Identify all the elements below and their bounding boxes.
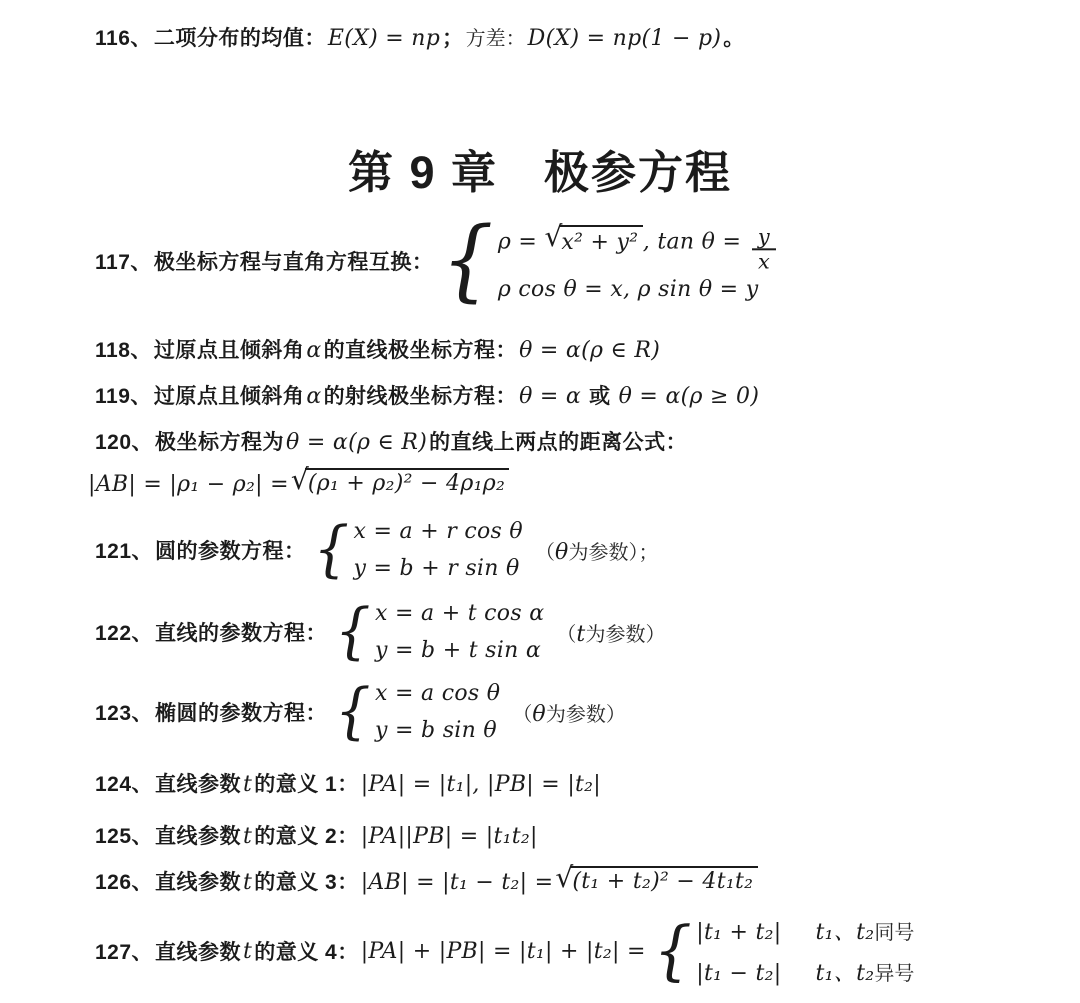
- case-condition: t₁、t₂同号: [815, 920, 915, 945]
- math-symbol: t: [243, 824, 253, 849]
- equation-row: x = a + t cos α: [374, 601, 545, 626]
- math-expression: ρ =: [497, 229, 545, 255]
- parameter-note: （θ为参数）: [512, 701, 626, 727]
- math-expression: θ = α(ρ ∈ R): [286, 430, 428, 455]
- item-number: 122、: [95, 622, 154, 645]
- item-number: 125、: [95, 825, 154, 848]
- item-label: 的意义 3：: [254, 871, 359, 894]
- formula-item-120-equation: [88, 463, 509, 497]
- equation-row: y = b + t sin α: [374, 637, 542, 663]
- item-label: 的直线上两点的距离公式：: [429, 431, 688, 454]
- item-label: 的直线极坐标方程：: [323, 339, 518, 362]
- item-label: 圆的参数方程：: [155, 540, 306, 563]
- item-sublabel: 方差：: [465, 26, 526, 50]
- item-number: 126、: [95, 871, 154, 894]
- item-label: 过原点且倾斜角: [153, 339, 305, 362]
- equation-row: y = b sin θ: [374, 717, 497, 743]
- sqrt-expression: √ (ρ₁ + ρ₂)² − 4ρ₁ρ₂: [291, 468, 510, 496]
- brace-icon: {: [335, 676, 371, 747]
- formula-item-117: [95, 208, 776, 312]
- piecewise-cases: [696, 915, 914, 987]
- item-label: 直线参数: [155, 871, 242, 894]
- math-symbol: α: [306, 338, 322, 363]
- item-label: 直线参数: [155, 825, 242, 848]
- item-label: 二项分布的均值：: [153, 27, 326, 50]
- separator: ；: [442, 27, 464, 50]
- item-label: 极坐标方程为: [155, 431, 285, 454]
- brace-icon: {: [441, 208, 494, 312]
- sqrt-expression: √ (t₁ + t₂)² − 4t₁t₂: [555, 866, 757, 894]
- brace-icon: {: [335, 596, 371, 667]
- parameter-note: （θ为参数）；: [534, 539, 659, 565]
- equation-system: [375, 680, 500, 744]
- case-row: |t₁ − t₂| t₁、t₂异号: [696, 956, 914, 987]
- case-row: |t₁ + t₂| t₁、t₂同号: [696, 915, 914, 946]
- math-expression: θ = α(ρ ∈ R): [519, 338, 661, 363]
- formula-item-120: [95, 426, 687, 456]
- formula-item-126: [95, 861, 758, 896]
- math-expression: |PA| + |PB| = |t₁| + |t₂| =: [360, 938, 646, 964]
- case-condition: t₁、t₂异号: [815, 961, 915, 986]
- item-label: 直线的参数方程：: [155, 622, 328, 645]
- chapter-name: 极参方程: [544, 147, 733, 198]
- item-number: 116、: [95, 27, 152, 50]
- math-expression: D(X) = np(1 − p): [527, 26, 722, 51]
- math-symbol: α: [306, 384, 322, 409]
- math-expression: |PA| = |t₁|, |PB| = |t₂|: [360, 772, 602, 797]
- item-label: 直线参数: [155, 941, 242, 964]
- formula-item-119: [95, 380, 759, 410]
- period: 。: [723, 27, 745, 50]
- radical-icon: √: [544, 220, 563, 254]
- equation-system: [375, 600, 544, 664]
- formula-item-118: [95, 334, 660, 364]
- equation-row: y = b + r sin θ: [353, 555, 520, 581]
- item-label: 的意义 2：: [254, 825, 359, 848]
- math-symbol: t: [243, 870, 253, 895]
- item-number: 118、: [95, 339, 152, 362]
- item-number: 119、: [95, 385, 152, 408]
- or-label: 或: [589, 385, 611, 408]
- item-label: 直线参数: [155, 773, 242, 796]
- chapter-number: 第 9 章: [347, 147, 499, 198]
- sqrt-expression: √ x² + y²: [544, 225, 642, 256]
- item-label: 椭圆的参数方程：: [155, 702, 328, 725]
- equation-row: x = a + r cos θ: [353, 519, 523, 544]
- item-number: 124、: [95, 773, 154, 796]
- item-label: 的意义 4：: [254, 941, 359, 964]
- item-label: 的意义 1：: [254, 773, 359, 796]
- math-symbol: t: [243, 938, 253, 964]
- formula-item-127: [95, 915, 914, 987]
- math-expression: , tan θ =: [642, 229, 749, 255]
- item-number: 127、: [95, 941, 154, 964]
- formula-item-124: [95, 768, 601, 798]
- math-expression: |AB| = |ρ₁ − ρ₂| =: [88, 472, 289, 497]
- radical-icon: √: [290, 463, 310, 497]
- math-expression: |PA||PB| = |t₁t₂|: [360, 824, 538, 849]
- brace-icon: {: [313, 514, 350, 585]
- item-number: 123、: [95, 702, 154, 725]
- equation-row: ρ cos θ = x, ρ sin θ = y: [497, 276, 759, 302]
- equation-row: [497, 218, 776, 274]
- chapter-title: [0, 136, 1080, 201]
- formula-item-121: [95, 514, 659, 585]
- math-symbol: t: [243, 772, 253, 797]
- formula-item-123: [95, 676, 626, 747]
- equation-system: [498, 218, 776, 303]
- parameter-note: （t为参数）: [556, 621, 666, 647]
- formula-item-122: [95, 596, 666, 667]
- formula-item-125: [95, 820, 538, 850]
- item-label: 的射线极坐标方程：: [323, 385, 518, 408]
- formula-item-116: [95, 22, 745, 52]
- math-expression: θ = α: [519, 384, 582, 409]
- radical-icon: √: [555, 861, 574, 895]
- equation-row: x = a cos θ: [374, 681, 501, 706]
- math-expression: |AB| = |t₁ − t₂| =: [360, 870, 554, 895]
- item-label: 极坐标方程与直角方程互换：: [153, 250, 434, 274]
- item-number: 120、: [95, 431, 154, 454]
- math-expression: θ = α(ρ ≥ 0): [618, 384, 760, 409]
- brace-icon: {: [653, 913, 693, 989]
- item-number: 117、: [95, 250, 152, 274]
- math-expression: E(X) = np: [327, 26, 441, 51]
- equation-system: [353, 518, 522, 582]
- fraction: $\frac{y}{x}$: [752, 225, 777, 274]
- item-label: 过原点且倾斜角: [153, 385, 305, 408]
- item-number: 121、: [95, 540, 154, 563]
